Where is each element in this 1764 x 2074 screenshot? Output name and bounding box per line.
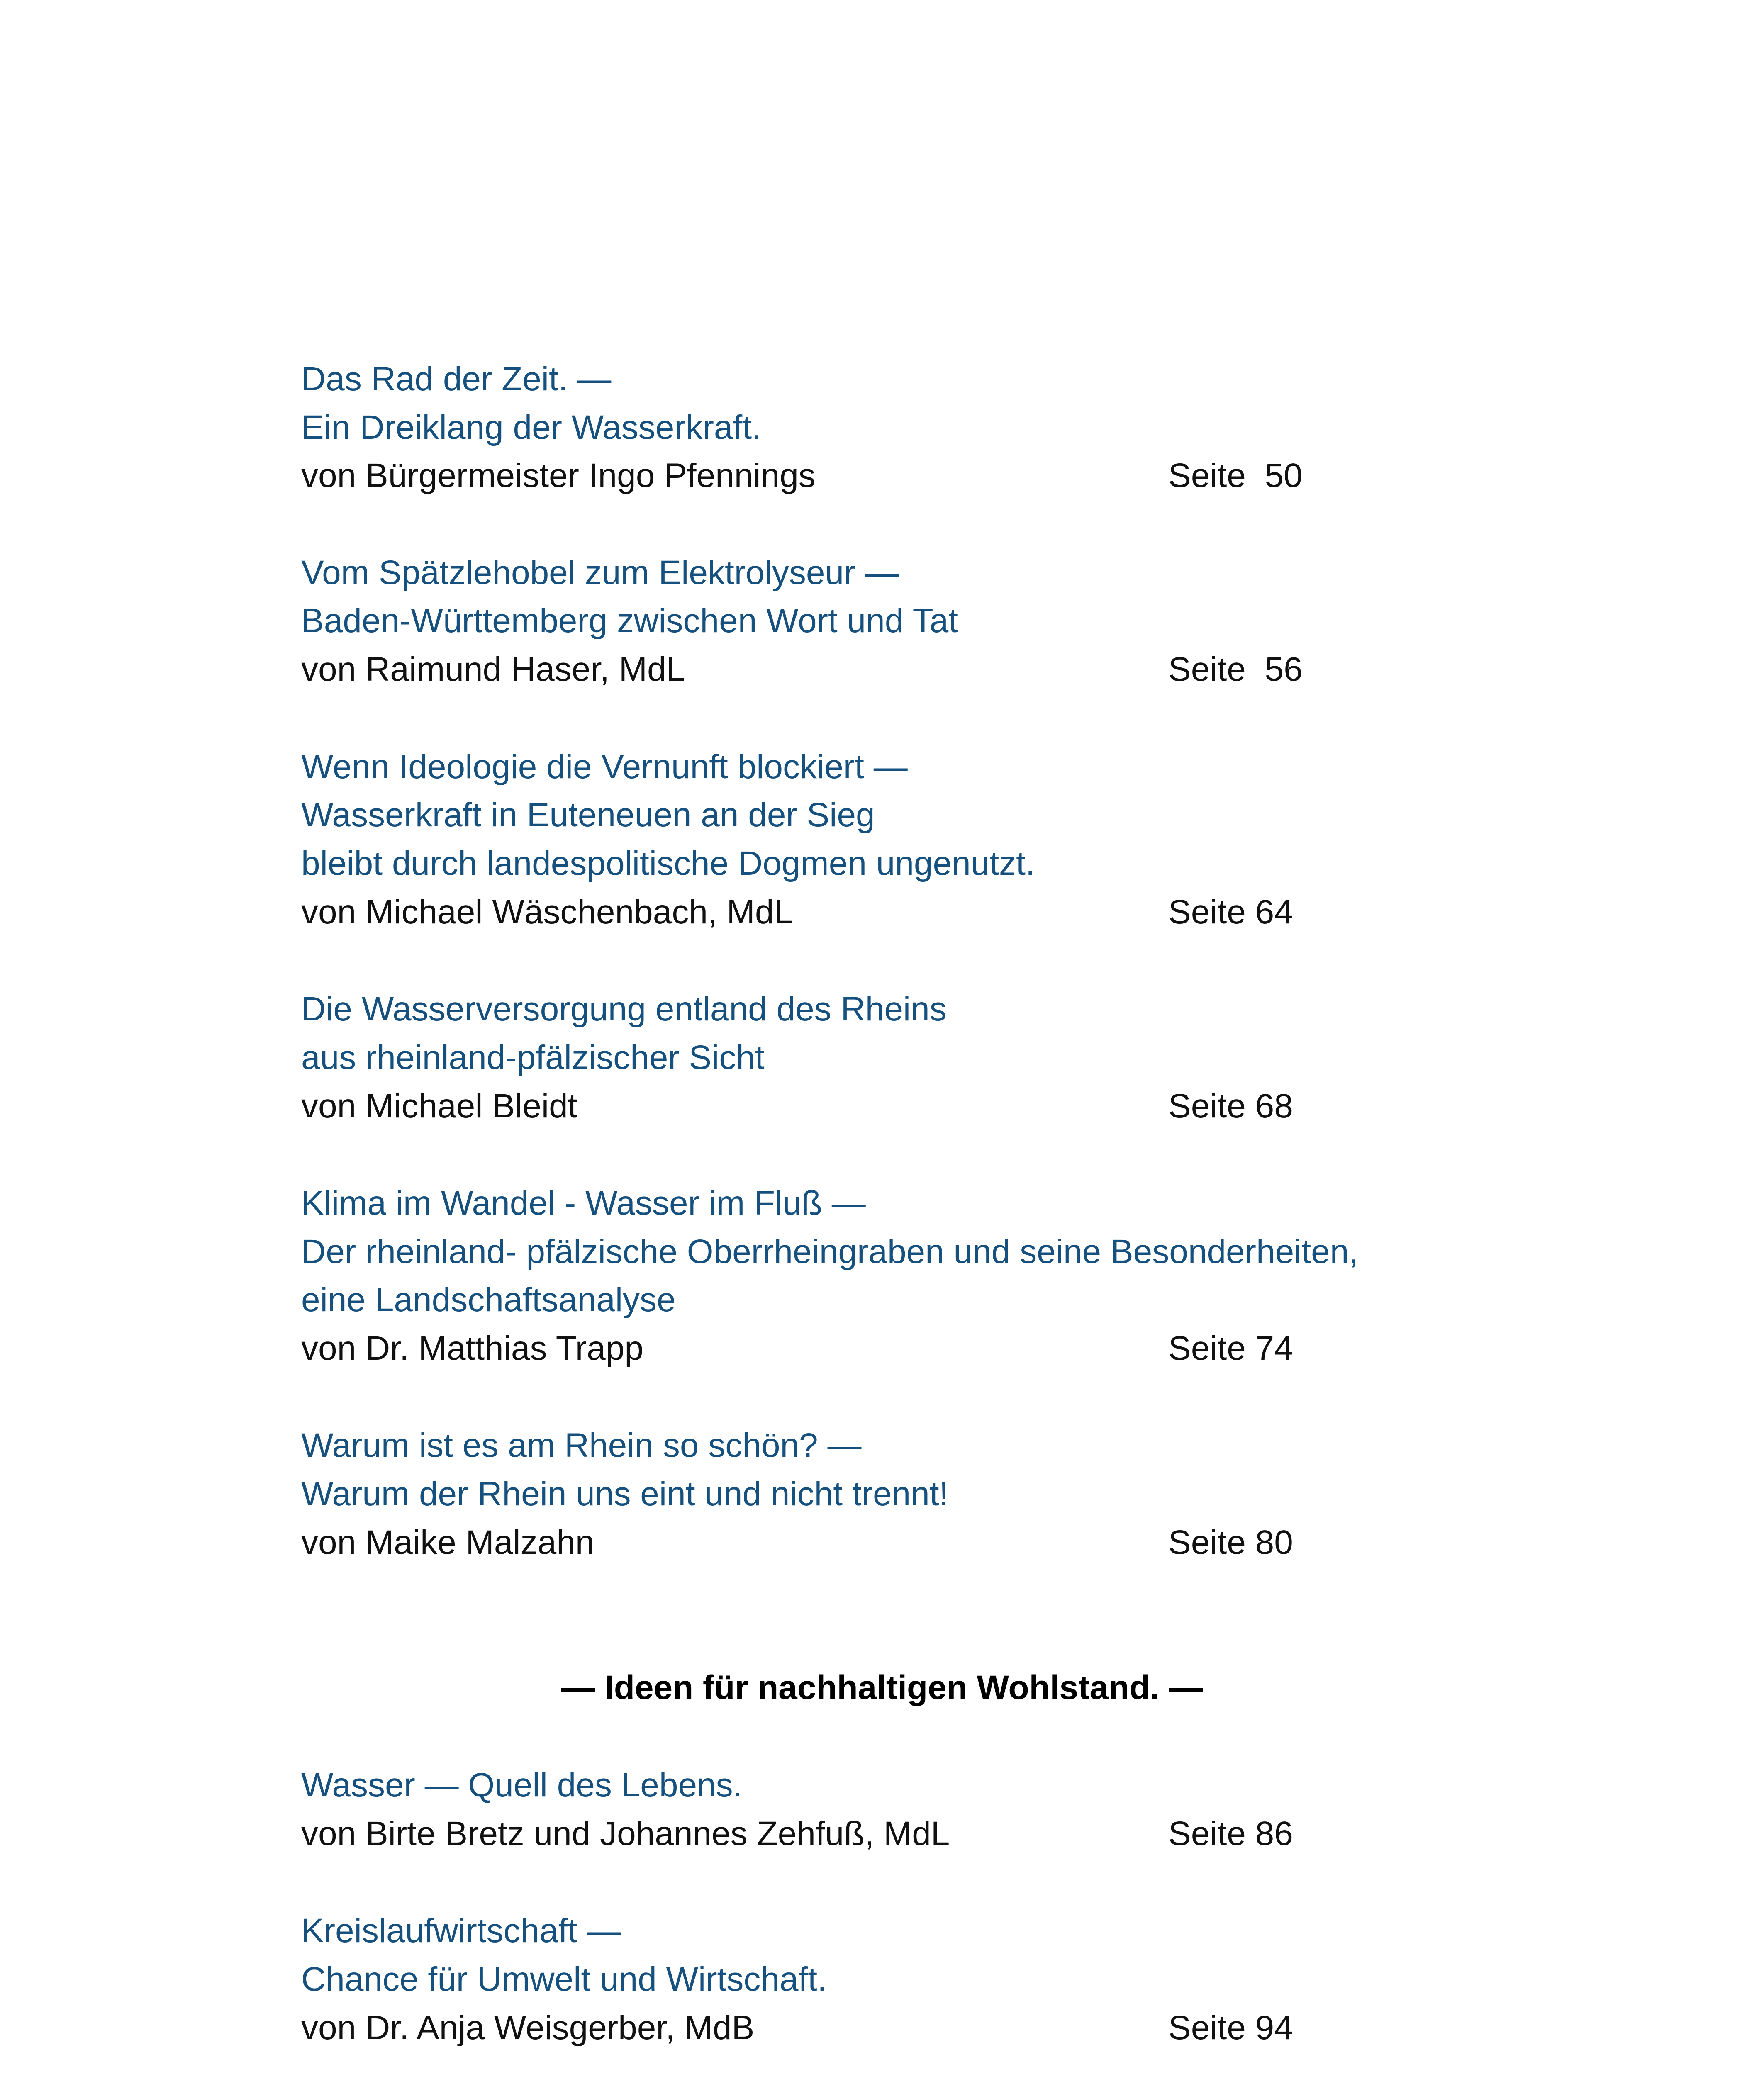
toc-entry-title: Wasserkraft in Euteneuen an der Sieg: [301, 796, 875, 834]
toc-entry-title: eine Landschaftsanalyse: [301, 1281, 676, 1319]
toc-entry-page-ref: Seite 50: [1168, 457, 1303, 494]
toc-entry-title: Wasser — Quell des Lebens.: [301, 1766, 743, 1804]
toc-entry-title: Der rheinland- pfälzische Oberrheingraben und seine Besonderheiten,: [301, 1233, 1359, 1271]
toc-entry-title: Warum der Rhein uns eint und nicht trennt!: [301, 1475, 949, 1513]
toc-entry-title: Chance für Umwelt und Wirtschaft.: [301, 1960, 827, 1998]
toc-entry-author: von Dr. Anja Weisgerber, MdB: [301, 2009, 755, 2047]
toc-entry-author: von Raimund Haser, MdL: [301, 650, 685, 688]
toc-entry-title: Kreislaufwirtschaft —: [301, 1912, 621, 1950]
toc-entry-page-ref: Seite 68: [1168, 1087, 1293, 1125]
toc-entry-page-ref: Seite 64: [1168, 893, 1293, 931]
toc-entry-title: Wenn Ideologie die Vernunft blockiert —: [301, 748, 908, 786]
toc-entry-title: Ein Dreiklang der Wasserkraft.: [301, 409, 761, 446]
toc-entry-title: Das Rad der Zeit. —: [301, 360, 612, 398]
toc-entry-title: aus rheinland-pfälzischer Sicht: [301, 1039, 765, 1076]
toc-entry-author: von Michael Bleidt: [301, 1087, 577, 1125]
toc-entry-title: Die Wasserversorgung entland des Rheins: [301, 990, 947, 1028]
toc-entry-title: Warum ist es am Rhein so schön? —: [301, 1426, 862, 1464]
toc-entry-page-ref: Seite 74: [1168, 1329, 1293, 1367]
toc-entry-page-ref: Seite 80: [1168, 1524, 1293, 1561]
section-heading: — Ideen für nachhaltigen Wohlstand. —: [561, 1669, 1203, 1706]
toc-entry-author: von Michael Wäschenbach, MdL: [301, 893, 793, 931]
toc-entry-title: bleibt durch landespolitische Dogmen ungenutzt.: [301, 845, 1035, 882]
toc-entry-author: von Dr. Matthias Trapp: [301, 1329, 643, 1367]
toc-entry-author: von Birte Bretz und Johannes Zehfuß, MdL: [301, 1815, 950, 1852]
toc-entry-page-ref: Seite 56: [1168, 650, 1303, 688]
toc-entry-author: von Maike Malzahn: [301, 1524, 594, 1561]
toc-entry-page-ref: Seite 86: [1168, 1815, 1293, 1852]
toc-entry-title: Baden-Württemberg zwischen Wort und Tat: [301, 602, 958, 640]
toc-entry-page-ref: Seite 94: [1168, 2009, 1293, 2047]
toc-entry-title: Klima im Wandel - Wasser im Fluß —: [301, 1184, 866, 1222]
toc-entry-title: Vom Spätzlehobel zum Elektrolyseur —: [301, 554, 899, 592]
toc-entry-author: von Bürgermeister Ingo Pfennings: [301, 457, 816, 494]
